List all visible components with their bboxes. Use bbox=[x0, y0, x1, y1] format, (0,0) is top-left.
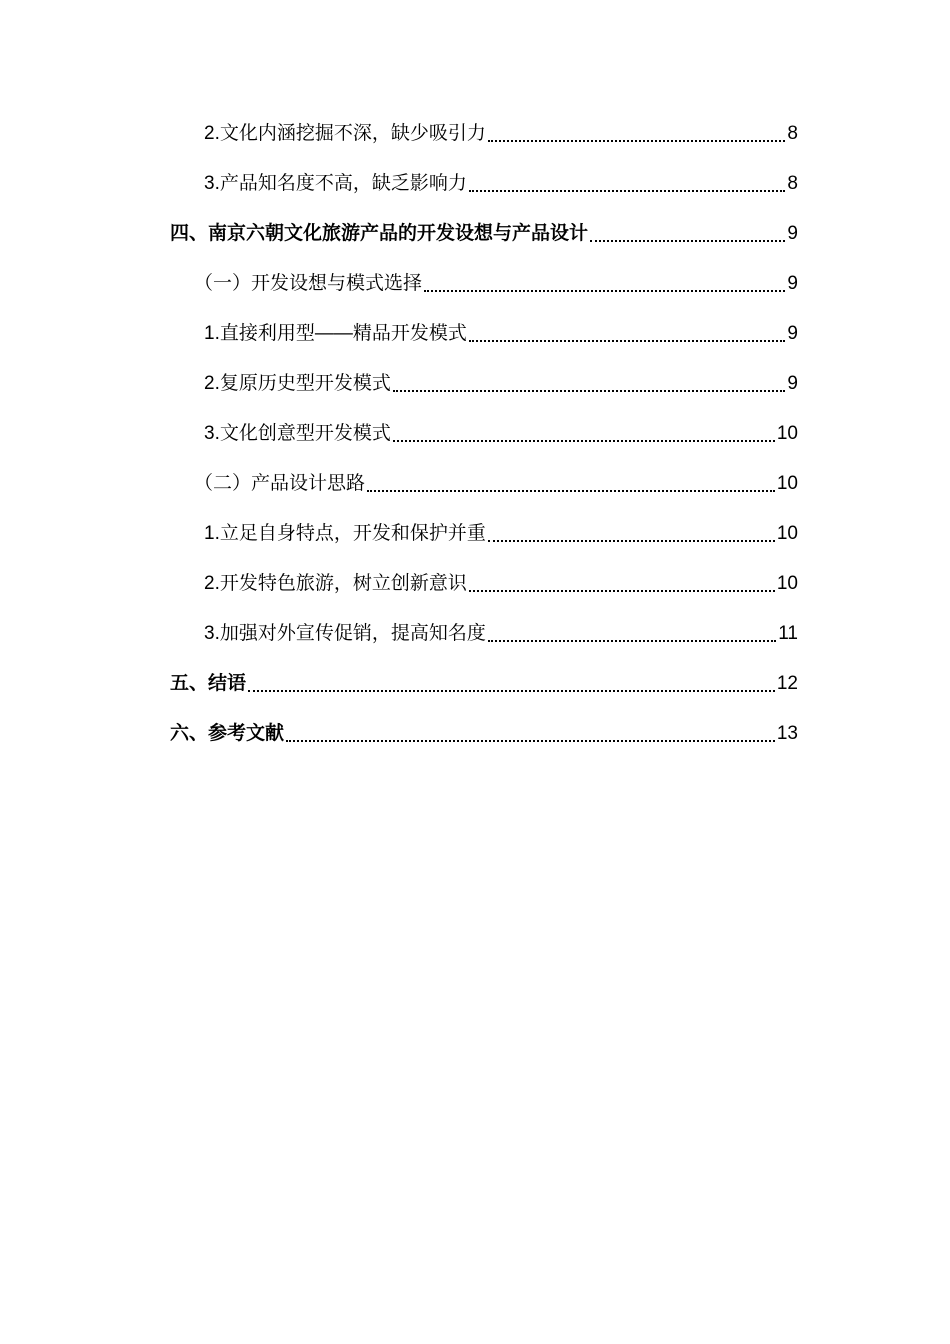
toc-dot-leader bbox=[590, 240, 785, 242]
toc-page-number: 10 bbox=[776, 523, 798, 544]
toc-entry[interactable] bbox=[170, 360, 798, 410]
toc-dot-leader bbox=[469, 590, 775, 592]
toc-page-number: 8 bbox=[787, 173, 798, 194]
toc-dot-leader bbox=[393, 440, 775, 442]
toc-entry[interactable] bbox=[170, 560, 798, 610]
toc-entry-text: 六、参考文献 bbox=[170, 723, 285, 744]
toc-page-number: 10 bbox=[776, 473, 798, 494]
toc-dot-leader bbox=[393, 390, 786, 392]
toc-dot-leader bbox=[469, 340, 786, 342]
toc-entry-text: 1.立足自身特点，开发和保护并重 bbox=[204, 523, 486, 544]
toc-entry[interactable] bbox=[170, 460, 798, 510]
toc-dot-leader bbox=[248, 690, 775, 692]
toc-dot-leader bbox=[367, 490, 775, 492]
toc-page-number: 12 bbox=[776, 673, 798, 694]
toc-entry[interactable] bbox=[170, 410, 798, 460]
toc-entry[interactable] bbox=[170, 660, 798, 710]
toc-entry[interactable] bbox=[170, 260, 798, 310]
toc-entry-text: 3.加强对外宣传促销，提高知名度 bbox=[204, 623, 486, 644]
toc-entry-text: 1.直接利用型——精品开发模式 bbox=[204, 323, 467, 344]
toc-entry-text: 3.产品知名度不高，缺乏影响力 bbox=[204, 173, 467, 194]
toc-dot-leader bbox=[286, 740, 775, 742]
toc-entry[interactable] bbox=[170, 710, 798, 760]
toc-entry[interactable] bbox=[170, 310, 798, 360]
toc-page-number: 9 bbox=[787, 373, 798, 394]
toc-page-number: 11 bbox=[778, 623, 798, 644]
toc-dot-leader bbox=[469, 190, 786, 192]
toc-entry-text: 2.开发特色旅游，树立创新意识 bbox=[204, 573, 467, 594]
toc-entry-text: 四、南京六朝文化旅游产品的开发设想与产品设计 bbox=[170, 223, 589, 244]
toc-entry[interactable] bbox=[170, 160, 798, 210]
toc-entry-text: 2.复原历史型开发模式 bbox=[204, 373, 391, 394]
toc-entry-text: （二）产品设计思路 bbox=[194, 473, 366, 494]
table-of-contents bbox=[170, 110, 798, 760]
toc-page-number: 10 bbox=[776, 573, 798, 594]
toc-page-number: 9 bbox=[787, 223, 798, 244]
toc-entry-text: 五、结语 bbox=[170, 673, 247, 694]
toc-page-number: 9 bbox=[787, 323, 798, 344]
toc-dot-leader bbox=[488, 140, 786, 142]
toc-entry-text: 2.文化内涵挖掘不深，缺少吸引力 bbox=[204, 123, 486, 144]
toc-dot-leader bbox=[488, 640, 776, 642]
toc-dot-leader bbox=[488, 540, 775, 542]
toc-entry[interactable] bbox=[170, 110, 798, 160]
toc-entry[interactable] bbox=[170, 210, 798, 260]
toc-page-number: 9 bbox=[787, 273, 798, 294]
toc-page-number: 13 bbox=[776, 723, 798, 744]
toc-page-number: 10 bbox=[776, 423, 798, 444]
toc-entry[interactable] bbox=[170, 610, 798, 660]
toc-entry[interactable] bbox=[170, 510, 798, 560]
toc-page-number: 8 bbox=[787, 123, 798, 144]
toc-dot-leader bbox=[424, 290, 785, 292]
toc-entry-text: 3.文化创意型开发模式 bbox=[204, 423, 391, 444]
toc-entry-text: （一）开发设想与模式选择 bbox=[194, 273, 423, 294]
